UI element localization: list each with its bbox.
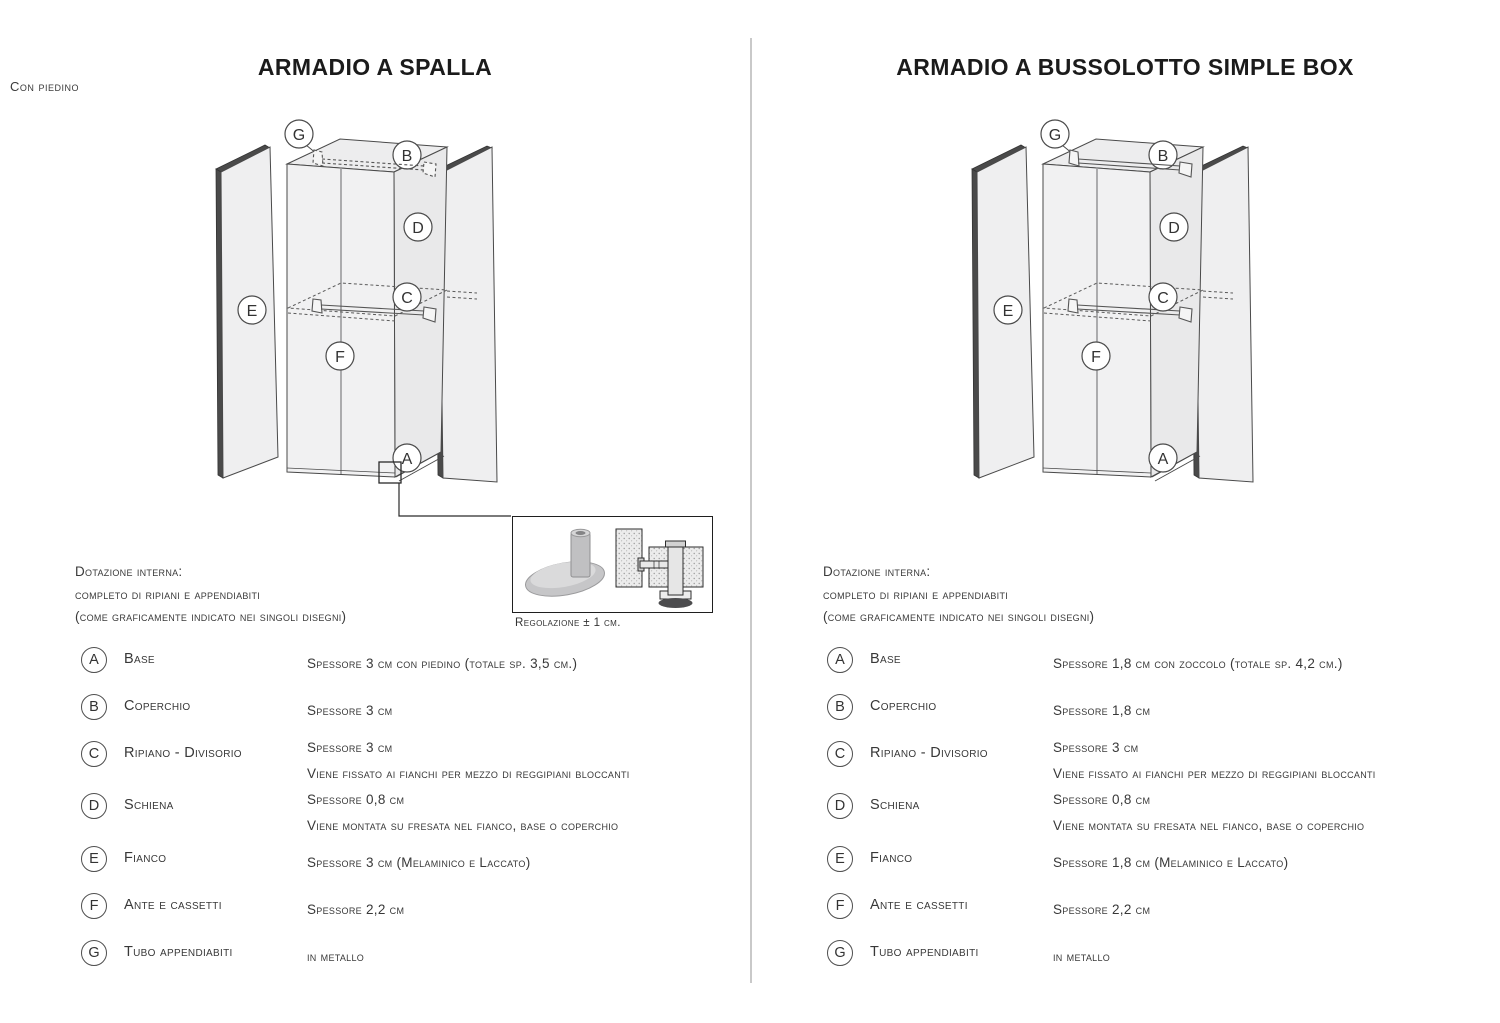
part-desc xyxy=(307,787,747,839)
part-desc xyxy=(307,651,747,677)
intro-line: completo di ripiani e appendiabiti xyxy=(75,586,261,602)
part-name: Base xyxy=(124,651,155,667)
part-letter-badge xyxy=(827,647,853,673)
legend-row xyxy=(0,893,750,923)
legend-row xyxy=(0,647,750,677)
part-letter-badge xyxy=(81,741,107,767)
part-letter: B xyxy=(89,699,99,715)
part-desc-line: Viene montata su fresata nel fianco, base o coperchio xyxy=(307,818,619,833)
part-letter: G xyxy=(834,945,846,961)
part-desc-line: Spessore 1,8 cm (Melaminico e Laccato) xyxy=(1053,855,1289,870)
legend-row xyxy=(746,694,1496,724)
intro-line: (come graficamente indicato nei singoli disegni) xyxy=(75,609,347,624)
legend-row xyxy=(0,846,750,876)
part-desc-line: Spessore 3 cm xyxy=(307,703,393,718)
part-desc xyxy=(307,735,747,787)
right-section-title: ARMADIO A BUSSOLOTTO SIMPLE BOX xyxy=(896,54,1354,80)
part-desc-line: Spessore 3 cm xyxy=(307,740,393,755)
part-desc xyxy=(1053,897,1493,923)
part-letter: D xyxy=(88,798,100,814)
part-desc-line: Viene fissato ai fianchi per mezzo di reggipiani bloccanti xyxy=(1053,766,1376,781)
part-desc-line: Viene fissato ai fianchi per mezzo di reggipiani bloccanti xyxy=(307,766,630,781)
part-name: Fianco xyxy=(870,850,913,866)
intro-line: Dotazione interna: xyxy=(823,564,931,579)
legend-row xyxy=(0,940,750,970)
legend-row xyxy=(746,893,1496,923)
right-legend xyxy=(746,0,1496,1023)
part-letter-badge xyxy=(81,893,107,919)
part-letter: E xyxy=(89,851,99,867)
part-letter-badge xyxy=(827,846,853,872)
legend-row xyxy=(0,792,750,833)
part-letter-badge xyxy=(827,741,853,767)
intro-line: Dotazione interna: xyxy=(75,564,183,579)
part-desc xyxy=(307,944,747,970)
part-letter-badge xyxy=(81,793,107,819)
part-desc-line: in metallo xyxy=(307,949,365,964)
part-name: Fianco xyxy=(124,850,167,866)
intro-line: completo di ripiani e appendiabiti xyxy=(823,586,1009,602)
part-letter: C xyxy=(834,746,846,762)
part-desc xyxy=(1053,787,1493,839)
part-letter: F xyxy=(89,898,99,914)
legend-row xyxy=(746,740,1496,781)
legend-row xyxy=(746,846,1496,876)
part-desc-line: Viene montata su fresata nel fianco, base o coperchio xyxy=(1053,818,1365,833)
part-desc-line: Spessore 3 cm con piedino (totale sp. 3,5 cm.) xyxy=(307,656,578,671)
part-name: Coperchio xyxy=(124,698,191,714)
part-name: Base xyxy=(870,651,901,667)
legend-row xyxy=(746,940,1496,970)
left-section-title: ARMADIO A SPALLA xyxy=(257,54,493,80)
intro-line: (come graficamente indicato nei singoli disegni) xyxy=(823,609,1095,624)
part-letter-badge xyxy=(81,647,107,673)
part-desc-line: Spessore 1,8 cm xyxy=(1053,703,1151,718)
part-name: Schiena xyxy=(124,797,174,813)
part-letter: F xyxy=(835,898,845,914)
part-desc-line: Spessore 3 cm (Melaminico e Laccato) xyxy=(307,855,531,870)
part-letter: A xyxy=(89,652,99,668)
part-name: Tubo appendiabiti xyxy=(870,944,979,960)
part-desc xyxy=(307,897,747,923)
part-desc xyxy=(1053,735,1493,787)
part-name: Coperchio xyxy=(870,698,937,714)
part-letter: C xyxy=(88,746,100,762)
part-letter-badge xyxy=(827,694,853,720)
left-section-subtitle: Con piedino xyxy=(10,79,80,94)
part-desc xyxy=(1053,698,1493,724)
inset-caption: Regolazione ± 1 cm. xyxy=(515,617,621,629)
part-name: Tubo appendiabiti xyxy=(124,944,233,960)
part-desc xyxy=(1053,944,1493,970)
part-letter: D xyxy=(834,798,846,814)
part-name: Ante e cassetti xyxy=(870,897,968,913)
part-letter-badge xyxy=(827,940,853,966)
part-letter-badge xyxy=(81,846,107,872)
legend-row xyxy=(746,792,1496,833)
part-desc xyxy=(307,698,747,724)
part-name: Schiena xyxy=(870,797,920,813)
part-name: Ripiano - Divisorio xyxy=(124,745,242,761)
legend-row xyxy=(0,694,750,724)
part-letter: B xyxy=(835,699,845,715)
part-letter-badge xyxy=(827,793,853,819)
part-name: Ripiano - Divisorio xyxy=(870,745,988,761)
part-name: Ante e cassetti xyxy=(124,897,222,913)
part-desc-line: in metallo xyxy=(1053,949,1111,964)
legend-row xyxy=(746,647,1496,677)
part-desc xyxy=(1053,850,1493,876)
part-desc xyxy=(307,850,747,876)
part-letter: G xyxy=(88,945,100,961)
part-desc-line: Spessore 0,8 cm xyxy=(1053,792,1151,807)
part-desc-line: Spessore 0,8 cm xyxy=(307,792,405,807)
part-letter-badge xyxy=(81,940,107,966)
part-letter-badge xyxy=(81,694,107,720)
part-letter: A xyxy=(835,652,845,668)
legend-row xyxy=(0,740,750,781)
part-letter-badge xyxy=(827,893,853,919)
part-desc-line: Spessore 2,2 cm xyxy=(1053,902,1151,917)
part-desc-line: Spessore 1,8 cm con zoccolo (totale sp. 4,2 cm.) xyxy=(1053,656,1343,671)
part-desc-line: Spessore 3 cm xyxy=(1053,740,1139,755)
part-desc xyxy=(1053,651,1493,677)
part-letter: E xyxy=(835,851,845,867)
part-desc-line: Spessore 2,2 cm xyxy=(307,902,405,917)
